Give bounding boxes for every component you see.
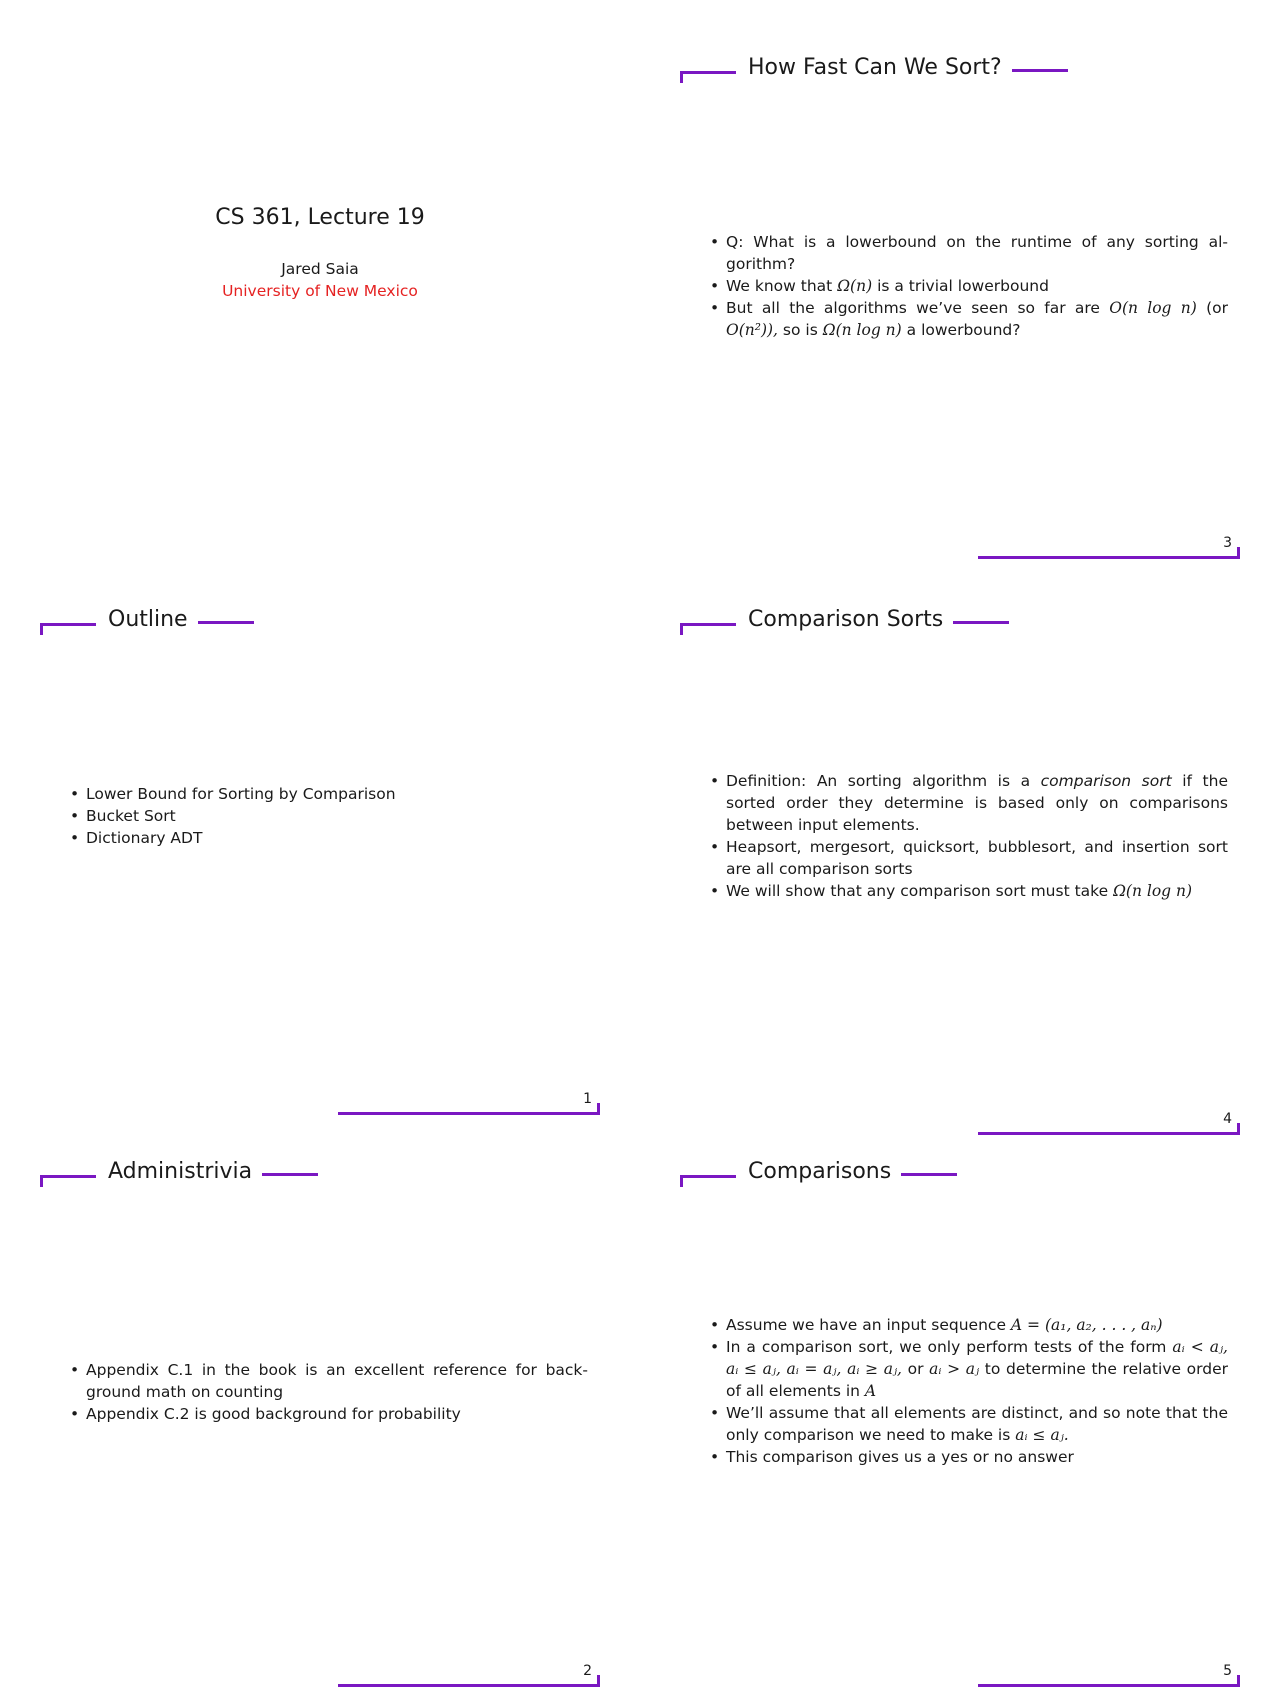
footer-bracket (338, 1103, 600, 1115)
list-item: • Definition: An sorting algorithm is a comparison sort if the sorted order they determine is based only on comparisons between input elements. (710, 770, 1228, 836)
list-item: • Appendix C.1 in the book is an excellent reference for back-ground math on counting (70, 1359, 588, 1403)
list-item: • We know that Ω(n) is a trivial lowerbound (710, 275, 1228, 297)
list-item: • We will show that any comparison sort must take Ω(n log n) (710, 880, 1228, 902)
page-number: 4 (1223, 1111, 1232, 1127)
page-number: 3 (1223, 535, 1232, 551)
slide-outline (40, 607, 600, 1107)
slide-footer (338, 1663, 600, 1687)
list-item: • Lower Bound for Sorting by Comparison (70, 783, 588, 805)
slide-comparisons (680, 1159, 1240, 1679)
page-number: 2 (583, 1663, 592, 1679)
footer-bracket (978, 1123, 1240, 1135)
cover-author: Jared Saia (281, 260, 359, 278)
slide-title: Administrivia (108, 1159, 318, 1184)
cover-slide (40, 0, 600, 500)
list-item: • Appendix C.2 is good background for probability (70, 1403, 588, 1425)
slide-title: Comparisons (748, 1159, 957, 1184)
slide-header (680, 55, 1240, 95)
page-number: 5 (1223, 1663, 1232, 1679)
bullet-list (710, 1314, 1228, 1468)
footer-bracket (978, 547, 1240, 559)
slide-title: Outline (108, 607, 254, 632)
slide-title: How Fast Can We Sort? (748, 55, 1068, 80)
list-item: • But all the algorithms we’ve seen so far are O(n log n) (or O(n²)), so is Ω(n log n) a lowerbound? (710, 297, 1228, 341)
slide-how-fast (680, 55, 1240, 555)
list-item: • In a comparison sort, we only perform tests of the form aᵢ < aⱼ, aᵢ ≤ aⱼ, aᵢ = aⱼ, aᵢ ≥ aⱼ, or aᵢ > aⱼ to determine the relative order of all elements in A (710, 1336, 1228, 1402)
list-item: • Bucket Sort (70, 805, 588, 827)
bullet-list (70, 783, 588, 849)
bullet-list (70, 1359, 588, 1425)
list-item: • Q: What is a lowerbound on the runtime of any sorting al-gorithm? (710, 231, 1228, 275)
list-item: • Assume we have an input sequence A = (a₁, a₂, . . . , aₙ) (710, 1314, 1228, 1336)
slide-header (40, 1159, 600, 1199)
slide-header (680, 1159, 1240, 1199)
slide-footer (978, 1663, 1240, 1687)
list-item: • Heapsort, mergesort, quicksort, bubblesort, and insertion sort are all comparison sorts (710, 836, 1228, 880)
slide-comparison-sorts (680, 607, 1240, 1127)
page-number: 1 (583, 1091, 592, 1107)
title-bracket (680, 623, 736, 635)
list-item: • Dictionary ADT (70, 827, 588, 849)
footer-bracket (978, 1675, 1240, 1687)
cover-title: CS 361, Lecture 19 (215, 205, 425, 230)
list-item: • This comparison gives us a yes or no answer (710, 1446, 1228, 1468)
footer-bracket (338, 1675, 600, 1687)
slide-footer (978, 1111, 1240, 1135)
cover-institution: University of New Mexico (222, 282, 418, 300)
slide-header (680, 607, 1240, 647)
slide-footer (338, 1091, 600, 1115)
title-bracket (680, 1175, 736, 1187)
bullet-list (710, 231, 1228, 341)
slide-title: Comparison Sorts (748, 607, 1009, 632)
slide-header (40, 607, 600, 647)
slide-footer (978, 535, 1240, 559)
title-bracket (40, 623, 96, 635)
title-bracket (680, 71, 736, 83)
slide-administrivia (40, 1159, 600, 1679)
bullet-list (710, 770, 1228, 902)
list-item: • We’ll assume that all elements are distinct, and so note that the only comparison we need to make is aᵢ ≤ aⱼ. (710, 1402, 1228, 1446)
title-bracket (40, 1175, 96, 1187)
